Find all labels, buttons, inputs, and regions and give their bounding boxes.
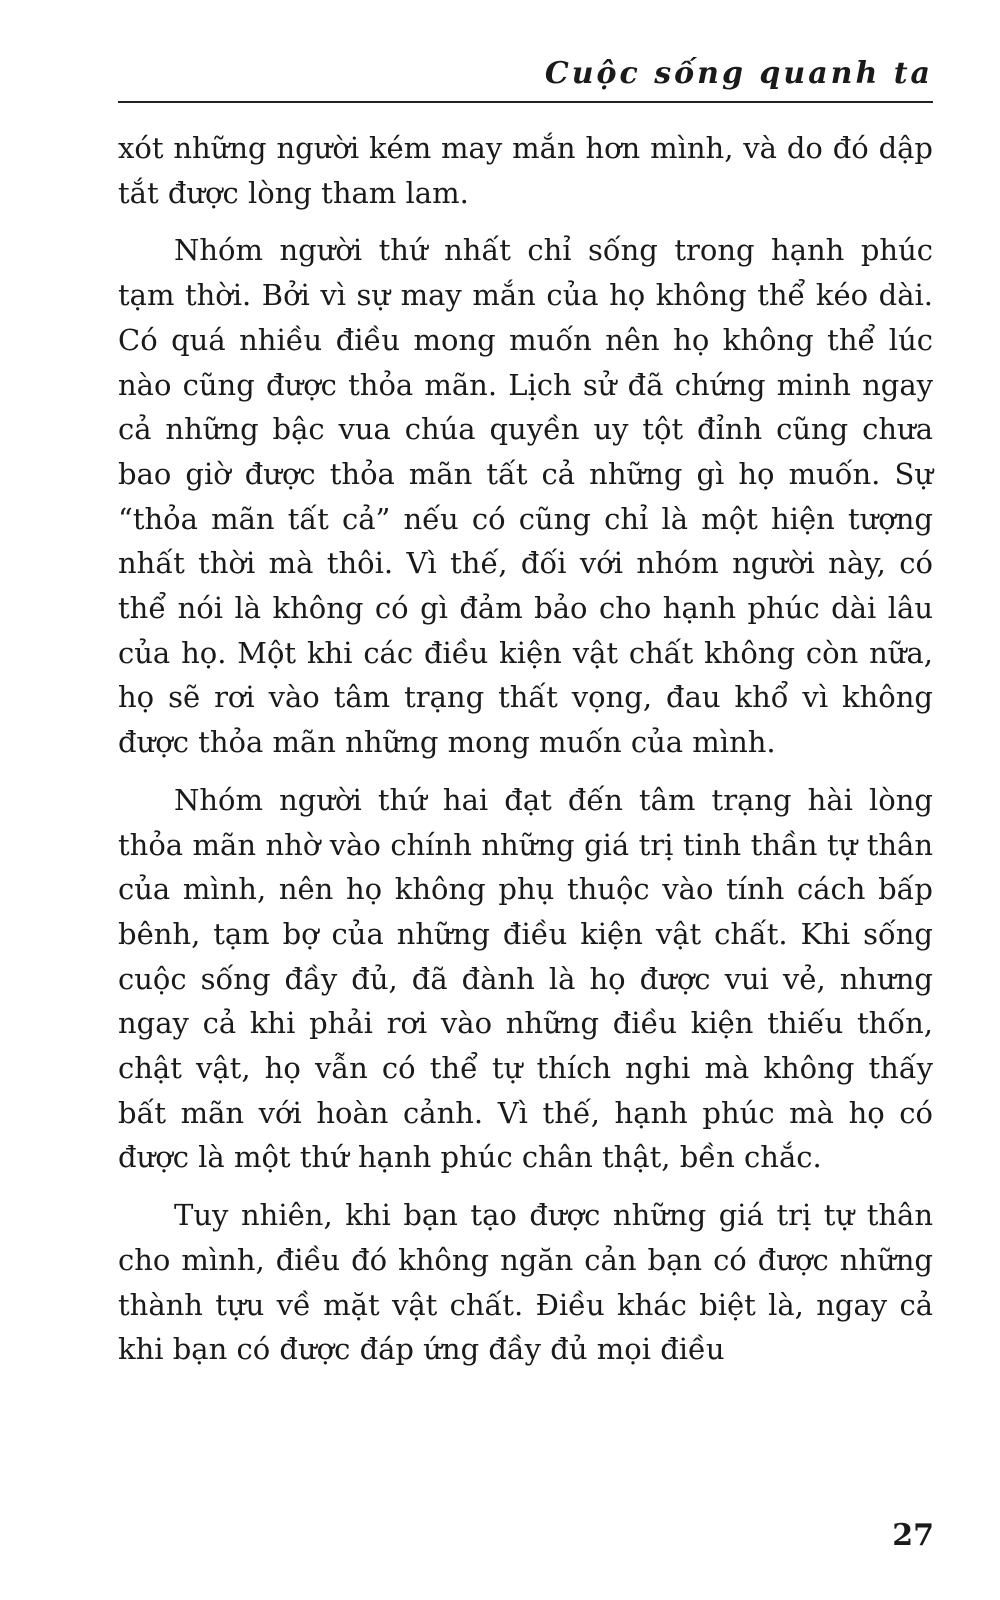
paragraph-first-group: Nhóm người thứ nhất chỉ sống trong hạnh phúc tạm thời. Bởi vì sự may mắn của họ không thể kéo dài. Có quá nhiều điều mong muốn nên họ không thể lúc nào cũng được thỏa mãn. Lịch sử đã chứng minh ngay cả những bậc vua chúa quyền uy tột đỉnh cũng chưa bao giờ được thỏa mãn tất cả những gì họ muốn. Sự “thỏa mãn tất cả” nếu có cũng chỉ là một hiện tượng nhất thời mà thôi. Vì thế, đối với nhóm người này, có thể nói là không có gì đảm bảo cho hạnh phúc dài lâu của họ. Một khi các điều kiện vật chất không còn nữa, họ sẽ rơi vào tâm trạng thất vọng, đau khổ vì không được thỏa mãn những mong muốn của mình.	[118, 233, 933, 760]
paragraph-however: Tuy nhiên, khi bạn tạo được những giá trị tự thân cho mình, điều đó không ngăn cản bạn có được những thành tựu về mặt vật chất. Điều khác biệt là, ngay cả khi bạn có được đáp ứng đầy đủ mọi điều	[118, 1198, 933, 1367]
paragraph-continued: xót những người kém may mắn hơn mình, và do đó dập tắt được lòng tham lam.	[118, 131, 933, 210]
paragraph-second-group: Nhóm người thứ hai đạt đến tâm trạng hài lòng thỏa mãn nhờ vào chính những giá trị tinh thần tự thân của mình, nên họ không phụ thuộc vào tính cách bấp bênh, tạm bợ của những điều kiện vật chất. Khi sống cuộc sống đầy đủ, đã đành là họ được vui vẻ, nhưng ngay cả khi phải rơi vào những điều kiện thiếu thốn, chật vật, họ vẫn có thể tự thích nghi mà không thấy bất mãn với hoàn cảnh. Vì thế, hạnh phúc mà họ có được là một thứ hạnh phúc chân thật, bền chắc.	[118, 782, 933, 1175]
running-header-title: Cuộc sống quanh ta	[544, 56, 933, 91]
header-divider	[118, 101, 933, 103]
page-number: 27	[892, 1518, 934, 1553]
body-text	[118, 126, 933, 1372]
